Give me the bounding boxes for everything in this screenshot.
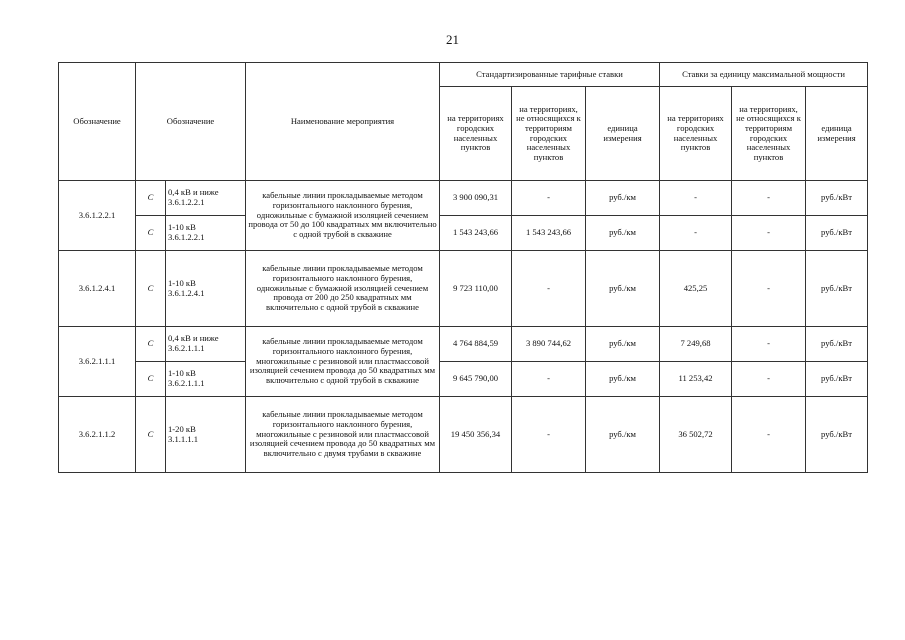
table-row [59, 181, 868, 216]
table-row [59, 327, 868, 362]
header-max-unit: единица измерения [806, 87, 868, 181]
row-std-nonurban: - [512, 181, 586, 216]
row-std-urban: 19 450 356,34 [440, 397, 512, 473]
row-description: кабельные линии прокладываемые методом горизонтального наклонного бурения, многожильные с резиновой или пластмассовой изоляцией сечением провода до 50 квадратных мм включительно с одной трубой в скважине [246, 327, 440, 397]
header-std-unit: единица измерения [586, 87, 660, 181]
row-voltage-cell [166, 327, 246, 362]
row-voltage: 1-10 кВ [168, 368, 196, 379]
row-letter: С [136, 181, 166, 216]
row-std-urban: 9 645 790,00 [440, 362, 512, 397]
row-std-nonurban: - [512, 362, 586, 397]
table-row [59, 216, 868, 251]
row-letter: С [136, 397, 166, 473]
row-voltage: 0,4 кВ и ниже [168, 187, 219, 198]
row-voltage: 1-10 кВ [168, 222, 196, 233]
row-letter: С [136, 251, 166, 327]
row-code: 3.6.1.2.4.1 [59, 251, 136, 327]
row-max-unit: руб./кВт [806, 181, 868, 216]
page-number: 21 [446, 32, 459, 47]
row-sub-code: 3.6.2.1.1.1 [168, 378, 205, 388]
row-sub-code: 3.1.1.1.1 [168, 433, 199, 444]
row-sub-code: 3.6.2.1.1.1 [168, 343, 205, 353]
row-max-nonurban: - [732, 216, 806, 251]
row-std-nonurban: 1 543 243,66 [512, 216, 586, 251]
row-max-nonurban: - [732, 362, 806, 397]
row-std-urban: 1 543 243,66 [440, 216, 512, 251]
row-voltage-cell [166, 362, 246, 397]
header-measure-name: Наименование мероприятия [246, 63, 440, 181]
header-max-urban: на территориях городских населенных пунктов [660, 87, 732, 181]
row-std-unit: руб./км [586, 181, 660, 216]
row-max-nonurban: - [732, 397, 806, 473]
row-voltage-cell [166, 251, 246, 327]
row-std-unit: руб./км [586, 216, 660, 251]
row-std-unit: руб./км [586, 397, 660, 473]
row-max-unit: руб./кВт [806, 362, 868, 397]
row-max-nonurban: - [732, 251, 806, 327]
row-max-urban: - [660, 216, 732, 251]
row-max-unit: руб./кВт [806, 327, 868, 362]
row-sub-code: 3.6.1.2.4.1 [168, 287, 205, 298]
row-voltage: 1-20 кВ [168, 423, 196, 434]
row-voltage-cell [166, 216, 246, 251]
row-std-unit: руб./км [586, 327, 660, 362]
table-row [59, 362, 868, 397]
row-std-nonurban: - [512, 251, 586, 327]
row-letter: С [136, 327, 166, 362]
row-description: кабельные линии прокладываемые методом горизонтального наклонного бурения, одножильные с бумажной изоляцией сечением провода от 50 до 100 квадратных мм включительно с одной трубой в скважине [246, 181, 440, 251]
row-std-urban: 9 723 110,00 [440, 251, 512, 327]
row-std-urban: 4 764 884,59 [440, 327, 512, 362]
row-std-nonurban: 3 890 744,62 [512, 327, 586, 362]
row-max-unit: руб./кВт [806, 251, 868, 327]
row-voltage: 0,4 кВ и ниже [168, 333, 219, 344]
header-row-1 [59, 63, 868, 87]
row-description: кабельные линии прокладываемые методом горизонтального наклонного бурения, одножильные с бумажной изоляцией сечением провода от 200 до 250 квадратных мм включительно с одной трубой в скважине [246, 251, 440, 327]
header-designation: Обозначение [136, 63, 246, 181]
row-code: 3.6.2.1.1.1 [59, 327, 136, 397]
row-voltage: 1-10 кВ [168, 277, 196, 288]
row-std-unit: руб./км [586, 362, 660, 397]
row-sub-code: 3.6.1.2.2.1 [168, 232, 205, 242]
header-std-urban: на территориях городских населенных пунктов [440, 87, 512, 181]
table-row [59, 251, 868, 327]
header-std-nonurban: на территориях, не относящихся к территориям городских населенных пунктов [512, 87, 586, 181]
header-max-nonurban: на территориях, не относящихся к территориям городских населенных пунктов [732, 87, 806, 181]
row-std-unit: руб./км [586, 251, 660, 327]
row-letter: С [136, 362, 166, 397]
row-max-unit: руб./кВт [806, 216, 868, 251]
table-row [59, 397, 868, 473]
row-max-nonurban: - [732, 327, 806, 362]
row-max-urban: 36 502,72 [660, 397, 732, 473]
row-std-nonurban: - [512, 397, 586, 473]
row-code: 3.6.1.2.2.1 [59, 181, 136, 251]
row-max-urban: 11 253,42 [660, 362, 732, 397]
header-max-power-rates: Ставки за единицу максимальной мощности [660, 63, 868, 87]
tariff-table [58, 62, 868, 473]
row-max-urban: 425,25 [660, 251, 732, 327]
row-max-nonurban: - [732, 181, 806, 216]
row-max-unit: руб./кВт [806, 397, 868, 473]
row-max-urban: 7 249,68 [660, 327, 732, 362]
row-code: 3.6.2.1.1.2 [59, 397, 136, 473]
row-std-urban: 3 900 090,31 [440, 181, 512, 216]
row-max-urban: - [660, 181, 732, 216]
row-voltage-cell [166, 181, 246, 216]
header-code: Обозначение [59, 63, 136, 181]
row-description: кабельные линии прокладываемые методом горизонтального наклонного бурения, многожильные с резиновой или пластмассовой изоляцией сечением провода до 50 квадратных мм включительно с двумя трубами в скважине [246, 397, 440, 473]
row-voltage-cell [166, 397, 246, 473]
row-letter: С [136, 216, 166, 251]
row-sub-code: 3.6.1.2.2.1 [168, 197, 205, 207]
header-standard-rates: Стандартизированные тарифные ставки [440, 63, 660, 87]
